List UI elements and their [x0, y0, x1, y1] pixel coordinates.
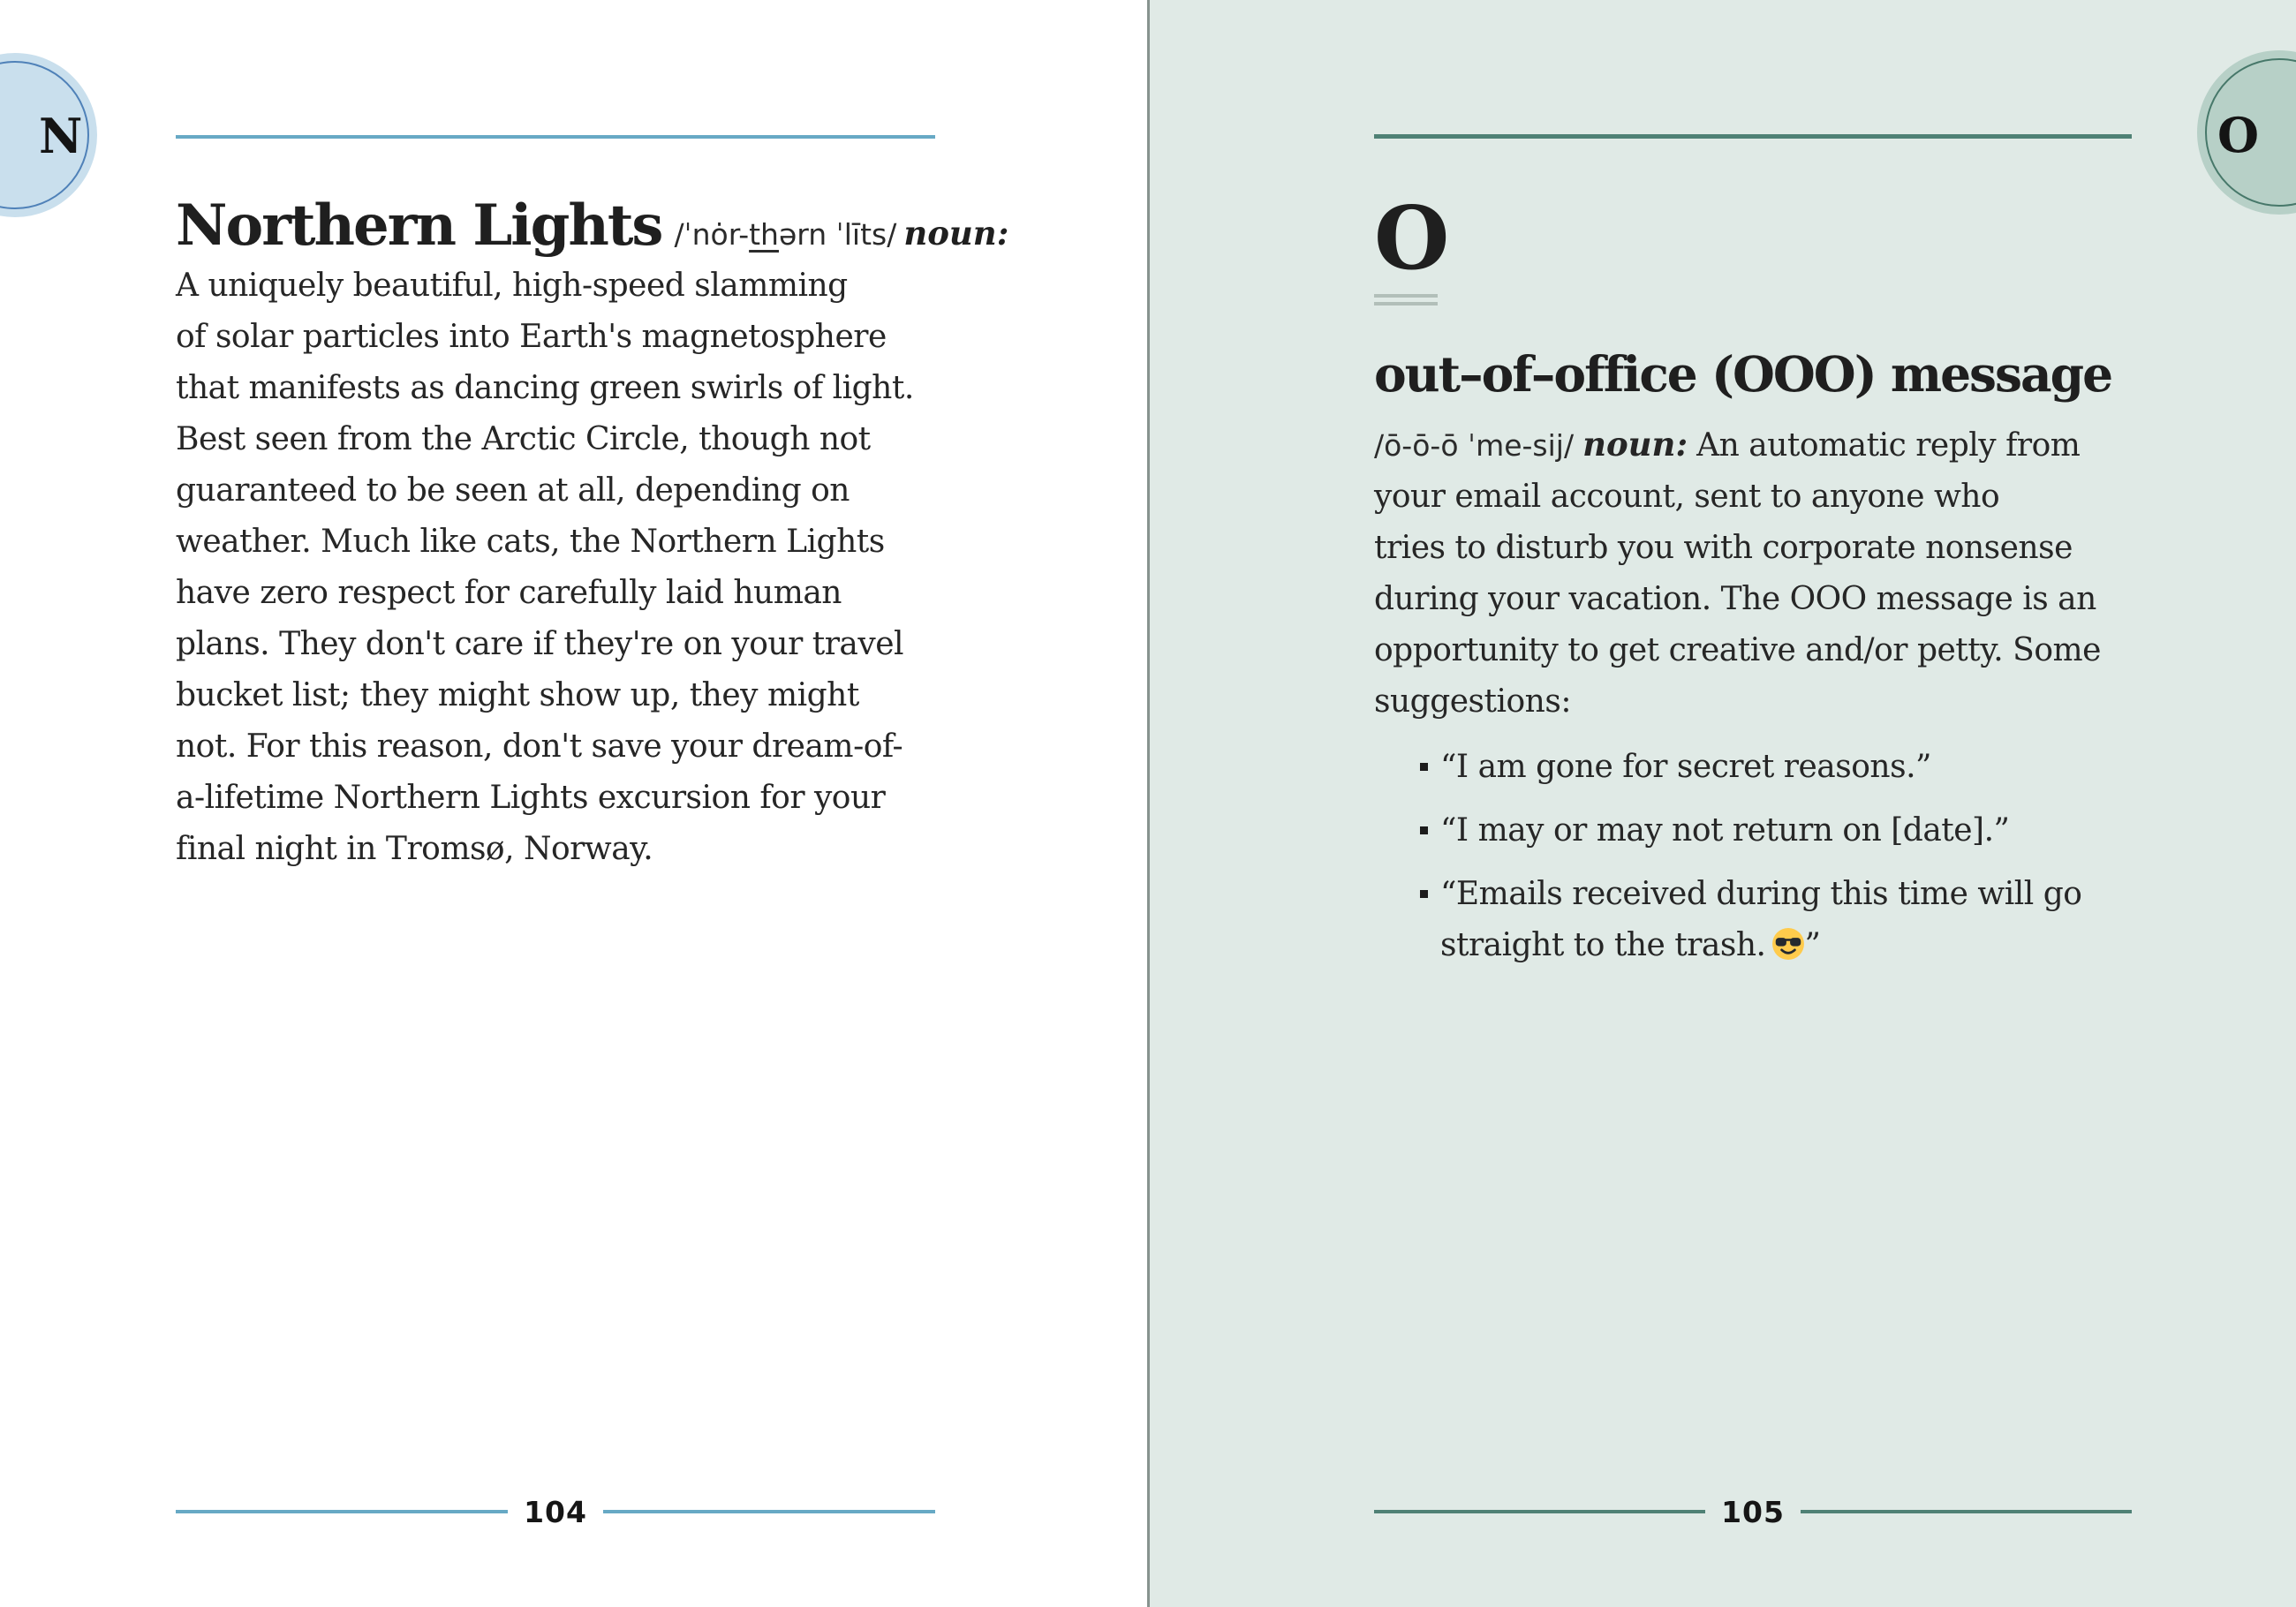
left-top-rule: [176, 135, 935, 139]
ooo-suggestions-list: [1420, 742, 2169, 971]
thumb-tab-letter-o: O: [2217, 107, 2259, 163]
section-letter-double-underline: [1374, 294, 1438, 306]
page-number-104: 104: [524, 1494, 587, 1529]
definition-line: suggestions:: [1374, 683, 1571, 720]
footer-rule-left: [1374, 1510, 1705, 1513]
bullet-square-icon: [1420, 763, 1428, 771]
footer-rule-left: [176, 1510, 508, 1513]
entry-pronunciation: /ō-ō-ō ˈme-sij/: [1374, 428, 1575, 463]
definition-line: opportunity to get creative and/or petty. Some: [1374, 632, 2101, 668]
left-page-footer: [176, 1494, 935, 1529]
footer-rule-right: [1801, 1510, 2132, 1513]
thumb-tab-n: [0, 53, 97, 217]
bullet-square-icon: [1420, 890, 1428, 898]
footer-rule-right: [603, 1510, 935, 1513]
part-of-speech: noun:: [1582, 425, 1688, 464]
definition-line: your email account, sent to anyone who: [1374, 479, 2000, 515]
definition-line: not. For this reason, don't save your dream-of-: [176, 728, 903, 765]
definition-text: [1374, 419, 2169, 984]
pronunciation-end: ərn ˈlīts/: [778, 217, 897, 252]
definition-line: Best seen from the Arctic Circle, though not: [176, 421, 871, 457]
thumb-tab-o: [2197, 50, 2296, 215]
bullet-square-icon: [1420, 826, 1428, 834]
bullet-line: [1440, 920, 2081, 971]
definition-line: bucket list; they might show up, they might: [176, 677, 859, 713]
definition-line: of solar particles into Earth's magnetosphere: [176, 319, 887, 355]
sunglasses-emoji-icon: [1771, 927, 1805, 961]
definition-line: a-lifetime Northern Lights excursion for your: [176, 780, 886, 816]
page-number-105: 105: [1721, 1494, 1785, 1529]
part-of-speech: noun:: [903, 214, 1009, 253]
definition-line: final night in Tromsø, Norway.: [176, 831, 653, 867]
entry-term: Northern Lights: [176, 192, 662, 259]
entry-heading-northern-lights: [176, 194, 1076, 267]
definition-line: during your vacation. The OOO message is an: [1374, 581, 2096, 617]
definition-text: [176, 260, 971, 875]
bullet-line-text: straight to the trash.: [1440, 927, 1766, 963]
definition-line: that manifests as dancing green swirls of light.: [176, 370, 914, 406]
list-item: [1420, 805, 2169, 856]
list-item: [1420, 869, 2169, 971]
right-top-rule: [1374, 134, 2132, 139]
entry-heading-ooo-message: out–of–office (OOO) message: [1374, 345, 2112, 403]
bullet-text: “I am gone for secret reasons.”: [1440, 749, 1931, 785]
bullet-text: “I may or may not return on [date].”: [1440, 812, 2010, 849]
definition-line: plans. They don't care if they're on your travel: [176, 626, 904, 662]
thumb-tab-letter-n: N: [39, 108, 82, 164]
definition-line: guaranteed to be seen at all, depending on: [176, 472, 850, 509]
definition-first-line: An automatic reply from: [1696, 427, 2081, 464]
definition-line: have zero respect for carefully laid human: [176, 575, 842, 611]
definition-line: tries to disturb you with corporate nonsense: [1374, 530, 2073, 566]
section-letter-glyph: O: [1374, 188, 1448, 290]
definition-line-mixed: [1374, 419, 2169, 472]
entry-pronunciation: [674, 217, 896, 252]
bullet-closing-quote: ”: [1804, 927, 1821, 963]
list-item: [1420, 742, 2169, 793]
pronunciation-underlined-th: th: [749, 217, 779, 252]
right-page-footer: [1374, 1494, 2132, 1529]
section-letter-o: [1374, 188, 1448, 310]
pronunciation-start: /ˈnȯr-: [674, 217, 750, 252]
bullet-line: “Emails received during this time will go: [1440, 876, 2082, 912]
definition-line: A uniquely beautiful, high-speed slamming: [176, 268, 848, 304]
left-page: [0, 0, 1147, 1607]
right-page: [1150, 0, 2296, 1607]
bullet-text: [1440, 869, 2081, 971]
definition-line: weather. Much like cats, the Northern Lights: [176, 524, 885, 560]
